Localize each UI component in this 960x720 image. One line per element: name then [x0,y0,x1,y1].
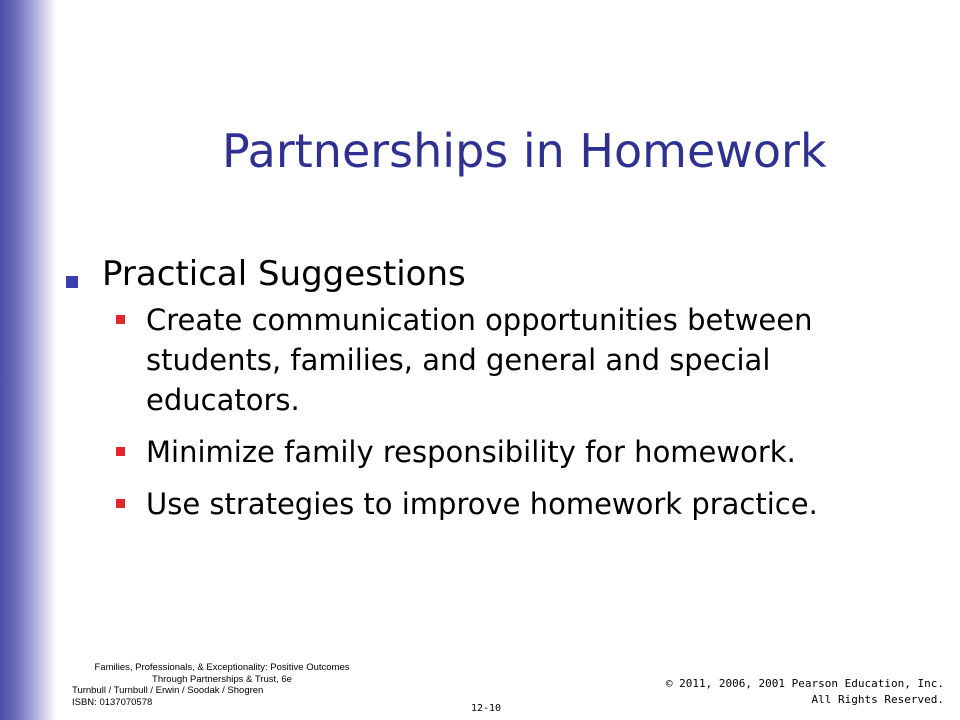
sub-bullet-text: Use strategies to improve homework practice. [146,487,818,521]
page-number: 12-10 [470,703,502,714]
side-gradient-bar [0,0,56,720]
rights-line: All Rights Reserved. [811,693,944,706]
slide-title: Partnerships in Homework [222,124,827,178]
sub-bullet-item [146,432,846,472]
square-bullet-icon [66,276,78,288]
sub-bullet-text: Create communication opportunities between students, families, and general and special educators. [146,303,813,417]
square-bullet-icon [116,447,125,456]
main-bullet-item [66,248,926,300]
sub-bullet-item [146,484,846,524]
book-title-line1: Families, Professionals, & Exceptionality: Positive Outcomes [94,662,350,673]
book-authors: Turnbull / Turnbull / Erwin / Soodak / Shogren [72,685,264,696]
copyright-notice [666,676,944,708]
sub-bullet-list [66,300,926,524]
book-isbn: ISBN: 0137070578 [72,696,153,708]
sub-bullet-text: Minimize family responsibility for homework. [146,435,796,469]
main-bullet-text: Practical Suggestions [102,254,466,294]
square-bullet-icon [116,499,125,508]
copyright-line: © 2011, 2006, 2001 Pearson Education, Inc. [665,677,944,690]
square-bullet-icon [116,315,125,324]
slide-content [66,248,926,536]
book-title-line2: Through Partnerships & Trust, 6e [152,673,292,685]
sub-bullet-item [146,300,846,420]
book-citation [62,662,382,708]
